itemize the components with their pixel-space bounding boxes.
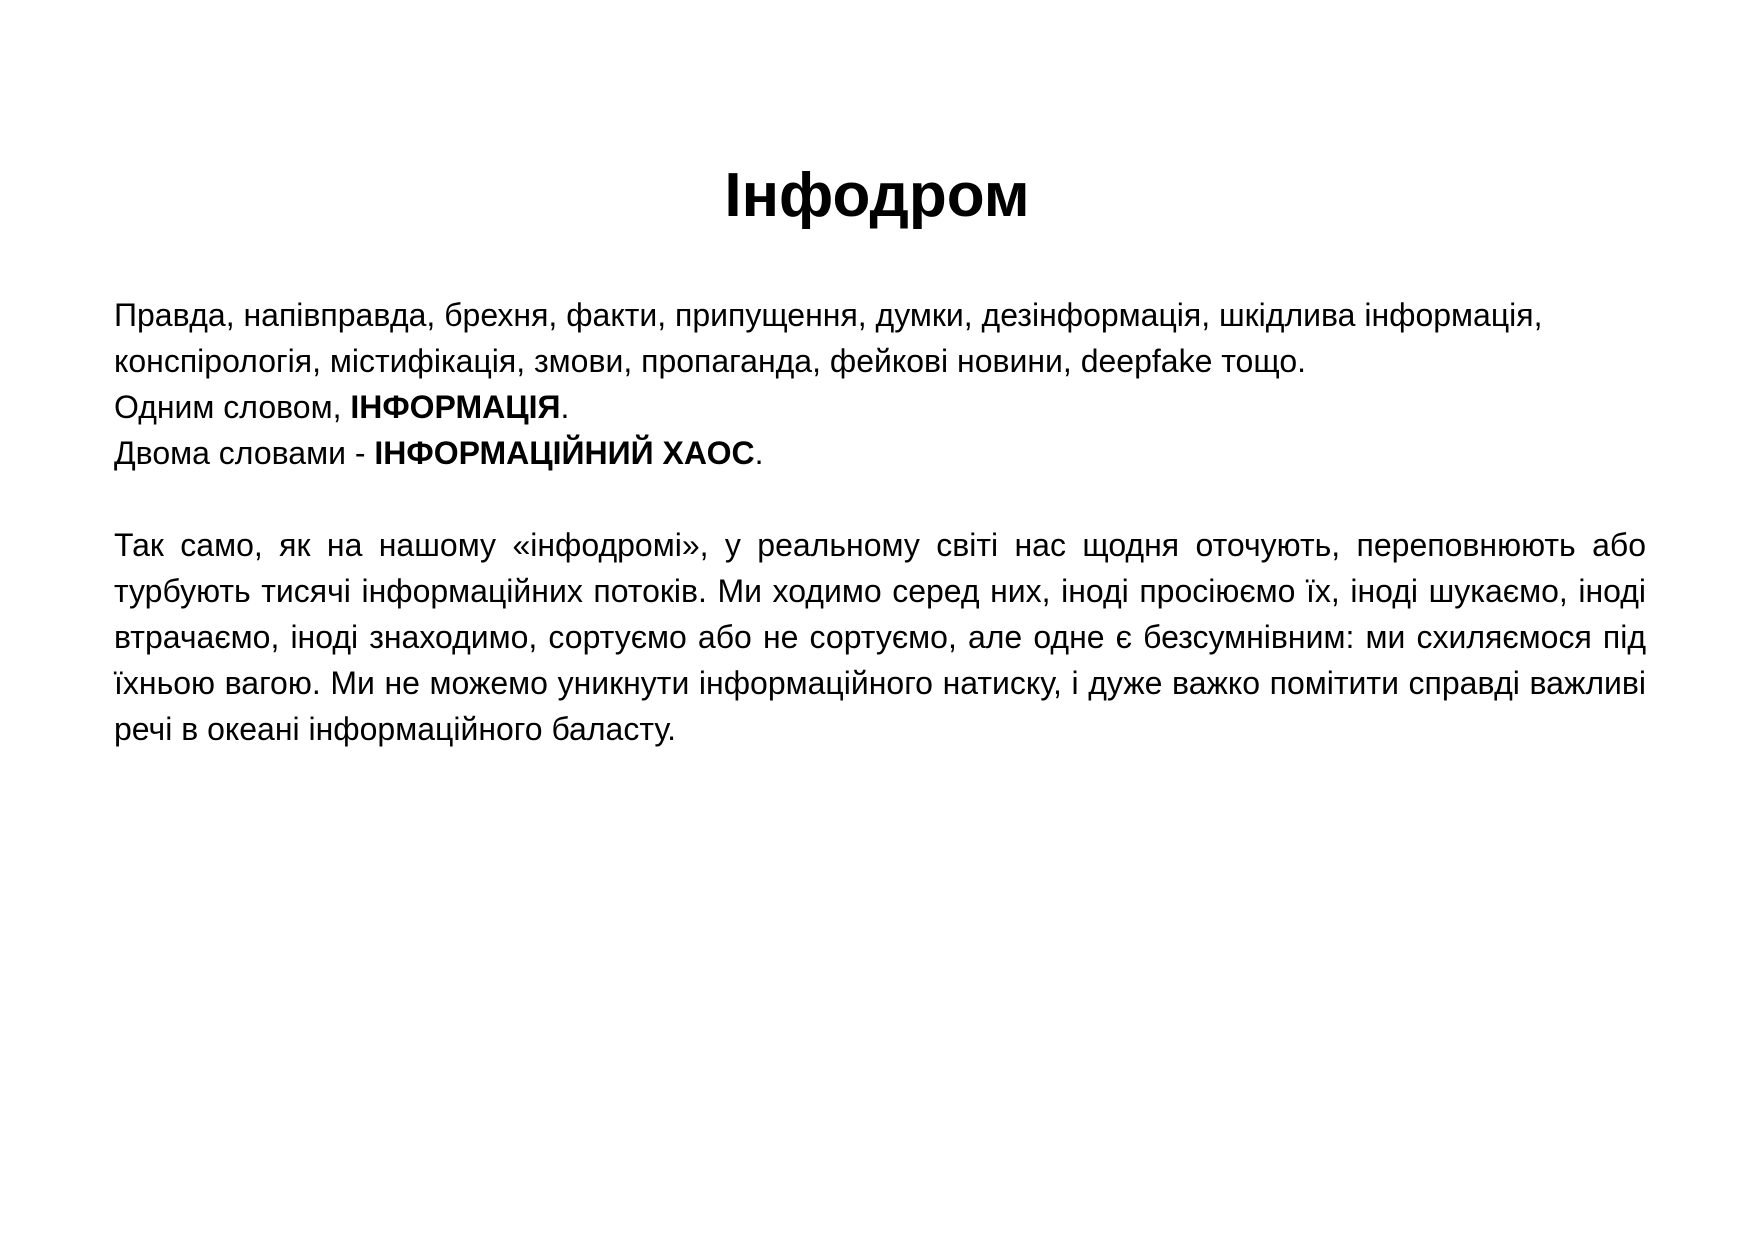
two-words-prefix: Двома словами - bbox=[114, 435, 375, 471]
intro-line-2: конспірологія, містифікація, змови, пропаганда, фейкові новини, deepfake тощо. bbox=[114, 343, 1306, 379]
document-body bbox=[114, 292, 1646, 752]
intro-paragraph bbox=[114, 292, 1646, 476]
paragraph-spacer bbox=[114, 476, 1646, 522]
one-word-suffix: . bbox=[560, 389, 570, 425]
intro-line-1: Правда, напівправда, брехня, факти, припущення, думки, дезінформація, шкідлива інформація, bbox=[114, 297, 1543, 333]
two-words-emphasis: ІНФОРМАЦІЙНИЙ ХАОС bbox=[374, 435, 755, 471]
one-word-prefix: Одним словом, bbox=[114, 389, 351, 425]
two-words-suffix: . bbox=[754, 435, 764, 471]
page-title: Інфодром bbox=[724, 161, 1030, 230]
one-word-emphasis: ІНФОРМАЦІЯ bbox=[350, 389, 561, 425]
one-word-line bbox=[114, 384, 1646, 430]
body-paragraph: Так само, як на нашому «інфодромі», у реальному світі нас щодня оточують, переповнюють або турбують тисячі інформаційних потоків. Ми ходимо серед них, іноді просіюємо їх, іноді шукаємо, іноді втрачаємо, іноді знаходимо, сортуємо або не сортуємо, але одне є безсумнівним: ми схиляємося під їхньою вагою. Ми не можемо уникнути інформаційного натиску, і дуже важко помітити справді важливі речі в океані інформаційного баласту. bbox=[114, 527, 1646, 747]
two-words-line bbox=[114, 430, 1646, 476]
